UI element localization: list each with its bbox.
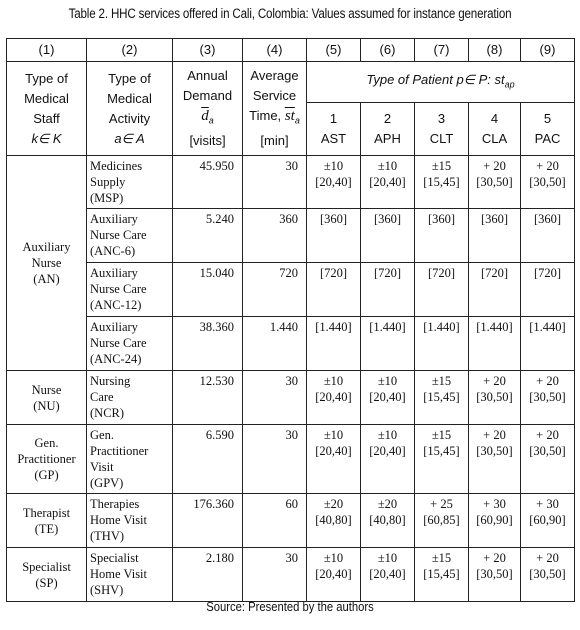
table-row xyxy=(7,156,575,209)
table-row xyxy=(7,548,575,602)
table-caption: Table 2. HHC services offered in Cali, Colombia: Values assumed for instance generation xyxy=(68,6,512,21)
demand-cell: 45.950 xyxy=(173,156,243,209)
header-staff: Type of Medical Staff k∈ K xyxy=(7,62,87,156)
demand-cell: 6.590 xyxy=(173,425,243,494)
header-patient-4: 4 CLA xyxy=(469,103,521,156)
header-row-1 xyxy=(7,62,575,103)
value-cell: + 20 [30,50] xyxy=(469,548,521,602)
activity-cell: Therapies Home Visit (THV) xyxy=(87,494,173,548)
demand-cell: 15.040 xyxy=(173,263,243,317)
table-row xyxy=(7,209,575,263)
value-cell: [720] xyxy=(361,263,415,317)
col-number: (9) xyxy=(521,39,575,62)
time-cell: 30 xyxy=(243,156,307,209)
value-cell: ±10 [20,40] xyxy=(307,156,361,209)
col-number: (8) xyxy=(469,39,521,62)
value-cell: ±10 [20,40] xyxy=(361,548,415,602)
value-cell: ±15 [15,45] xyxy=(415,156,469,209)
value-cell: + 20 [30,50] xyxy=(521,156,575,209)
time-cell: 30 xyxy=(243,371,307,425)
value-cell: [1.440] xyxy=(469,317,521,371)
col-number: (3) xyxy=(173,39,243,62)
value-cell: + 25 [60,85] xyxy=(415,494,469,548)
table-row xyxy=(7,263,575,317)
header-patient-3: 3 CLT xyxy=(415,103,469,156)
value-cell: [720] xyxy=(415,263,469,317)
value-cell: ±10 [20,40] xyxy=(307,425,361,494)
table-row xyxy=(7,317,575,371)
activity-cell: Auxiliary Nurse Care (ANC-6) xyxy=(87,209,173,263)
activity-cell: Auxiliary Nurse Care (ANC-24) xyxy=(87,317,173,371)
time-cell: 30 xyxy=(243,548,307,602)
value-cell: ±10 [20,40] xyxy=(307,371,361,425)
table-row xyxy=(7,425,575,494)
col-number: (5) xyxy=(307,39,361,62)
staff-cell-te: Therapist (TE) xyxy=(7,494,87,548)
value-cell: [1.440] xyxy=(521,317,575,371)
value-cell: [1.440] xyxy=(361,317,415,371)
demand-cell: 5.240 xyxy=(173,209,243,263)
value-cell: ±10 [20,40] xyxy=(361,425,415,494)
value-cell: ±20 [40,80] xyxy=(307,494,361,548)
value-cell: ±15 [15,45] xyxy=(415,548,469,602)
value-cell: + 20 [30,50] xyxy=(521,548,575,602)
value-cell: ±15 [15,45] xyxy=(415,425,469,494)
activity-cell: Nursing Care (NCR) xyxy=(87,371,173,425)
services-table xyxy=(6,38,575,602)
value-cell: + 30 [60,90] xyxy=(469,494,521,548)
table-row xyxy=(7,494,575,548)
time-cell: 60 xyxy=(243,494,307,548)
demand-cell: 176.360 xyxy=(173,494,243,548)
col-number: (4) xyxy=(243,39,307,62)
table-row xyxy=(7,371,575,425)
value-cell: + 20 [30,50] xyxy=(469,156,521,209)
value-cell: [360] xyxy=(521,209,575,263)
column-number-row xyxy=(7,39,575,62)
demand-cell: 38.360 xyxy=(173,317,243,371)
value-cell: ±15 [15,45] xyxy=(415,371,469,425)
value-cell: + 20 [30,50] xyxy=(469,371,521,425)
value-cell: + 20 [30,50] xyxy=(469,425,521,494)
header-activity: Type of Medical Activity a∈ A xyxy=(87,62,173,156)
value-cell: [720] xyxy=(307,263,361,317)
header-patient-1: 1 AST xyxy=(307,103,361,156)
value-cell: ±10 [20,40] xyxy=(307,548,361,602)
header-patient-5: 5 PAC xyxy=(521,103,575,156)
activity-cell: Auxiliary Nurse Care (ANC-12) xyxy=(87,263,173,317)
time-cell: 360 xyxy=(243,209,307,263)
value-cell: + 20 [30,50] xyxy=(521,371,575,425)
staff-cell-gp: Gen. Practitioner (GP) xyxy=(7,425,87,494)
value-cell: ±10 [20,40] xyxy=(361,371,415,425)
source-note: Source: Presented by the authors xyxy=(206,600,374,614)
activity-cell: Specialist Home Visit (SHV) xyxy=(87,548,173,602)
header-demand: Annual Demand $\overline{d}_a$ [visits] xyxy=(173,62,243,156)
staff-cell-an: Auxiliary Nurse (AN) xyxy=(7,156,87,371)
time-cell: 30 xyxy=(243,425,307,494)
value-cell: [720] xyxy=(469,263,521,317)
header-service-time: Average Service Time, $\overline{st}_a$ [min] xyxy=(243,62,307,156)
value-cell: ±20 [40,80] xyxy=(361,494,415,548)
value-cell: ±10 [20,40] xyxy=(361,156,415,209)
col-number: (2) xyxy=(87,39,173,62)
value-cell: [1.440] xyxy=(307,317,361,371)
activity-cell: Gen. Practitioner Visit (GPV) xyxy=(87,425,173,494)
value-cell: [1.440] xyxy=(415,317,469,371)
time-cell: 1.440 xyxy=(243,317,307,371)
header-patient-type: Type of Patient p∈ P: $st_{ap}$ xyxy=(307,62,575,103)
value-cell: [360] xyxy=(415,209,469,263)
value-cell: [360] xyxy=(469,209,521,263)
time-cell: 720 xyxy=(243,263,307,317)
activity-cell: Medicines Supply (MSP) xyxy=(87,156,173,209)
header-patient-2: 2 APH xyxy=(361,103,415,156)
value-cell: [720] xyxy=(521,263,575,317)
col-number: (6) xyxy=(361,39,415,62)
demand-cell: 12.530 xyxy=(173,371,243,425)
staff-cell-nu: Nurse (NU) xyxy=(7,371,87,425)
col-number: (1) xyxy=(7,39,87,62)
staff-cell-sp: Specialist (SP) xyxy=(7,548,87,602)
value-cell: + 20 [30,50] xyxy=(521,425,575,494)
value-cell: + 30 [60,90] xyxy=(521,494,575,548)
value-cell: [360] xyxy=(307,209,361,263)
demand-cell: 2.180 xyxy=(173,548,243,602)
col-number: (7) xyxy=(415,39,469,62)
value-cell: [360] xyxy=(361,209,415,263)
